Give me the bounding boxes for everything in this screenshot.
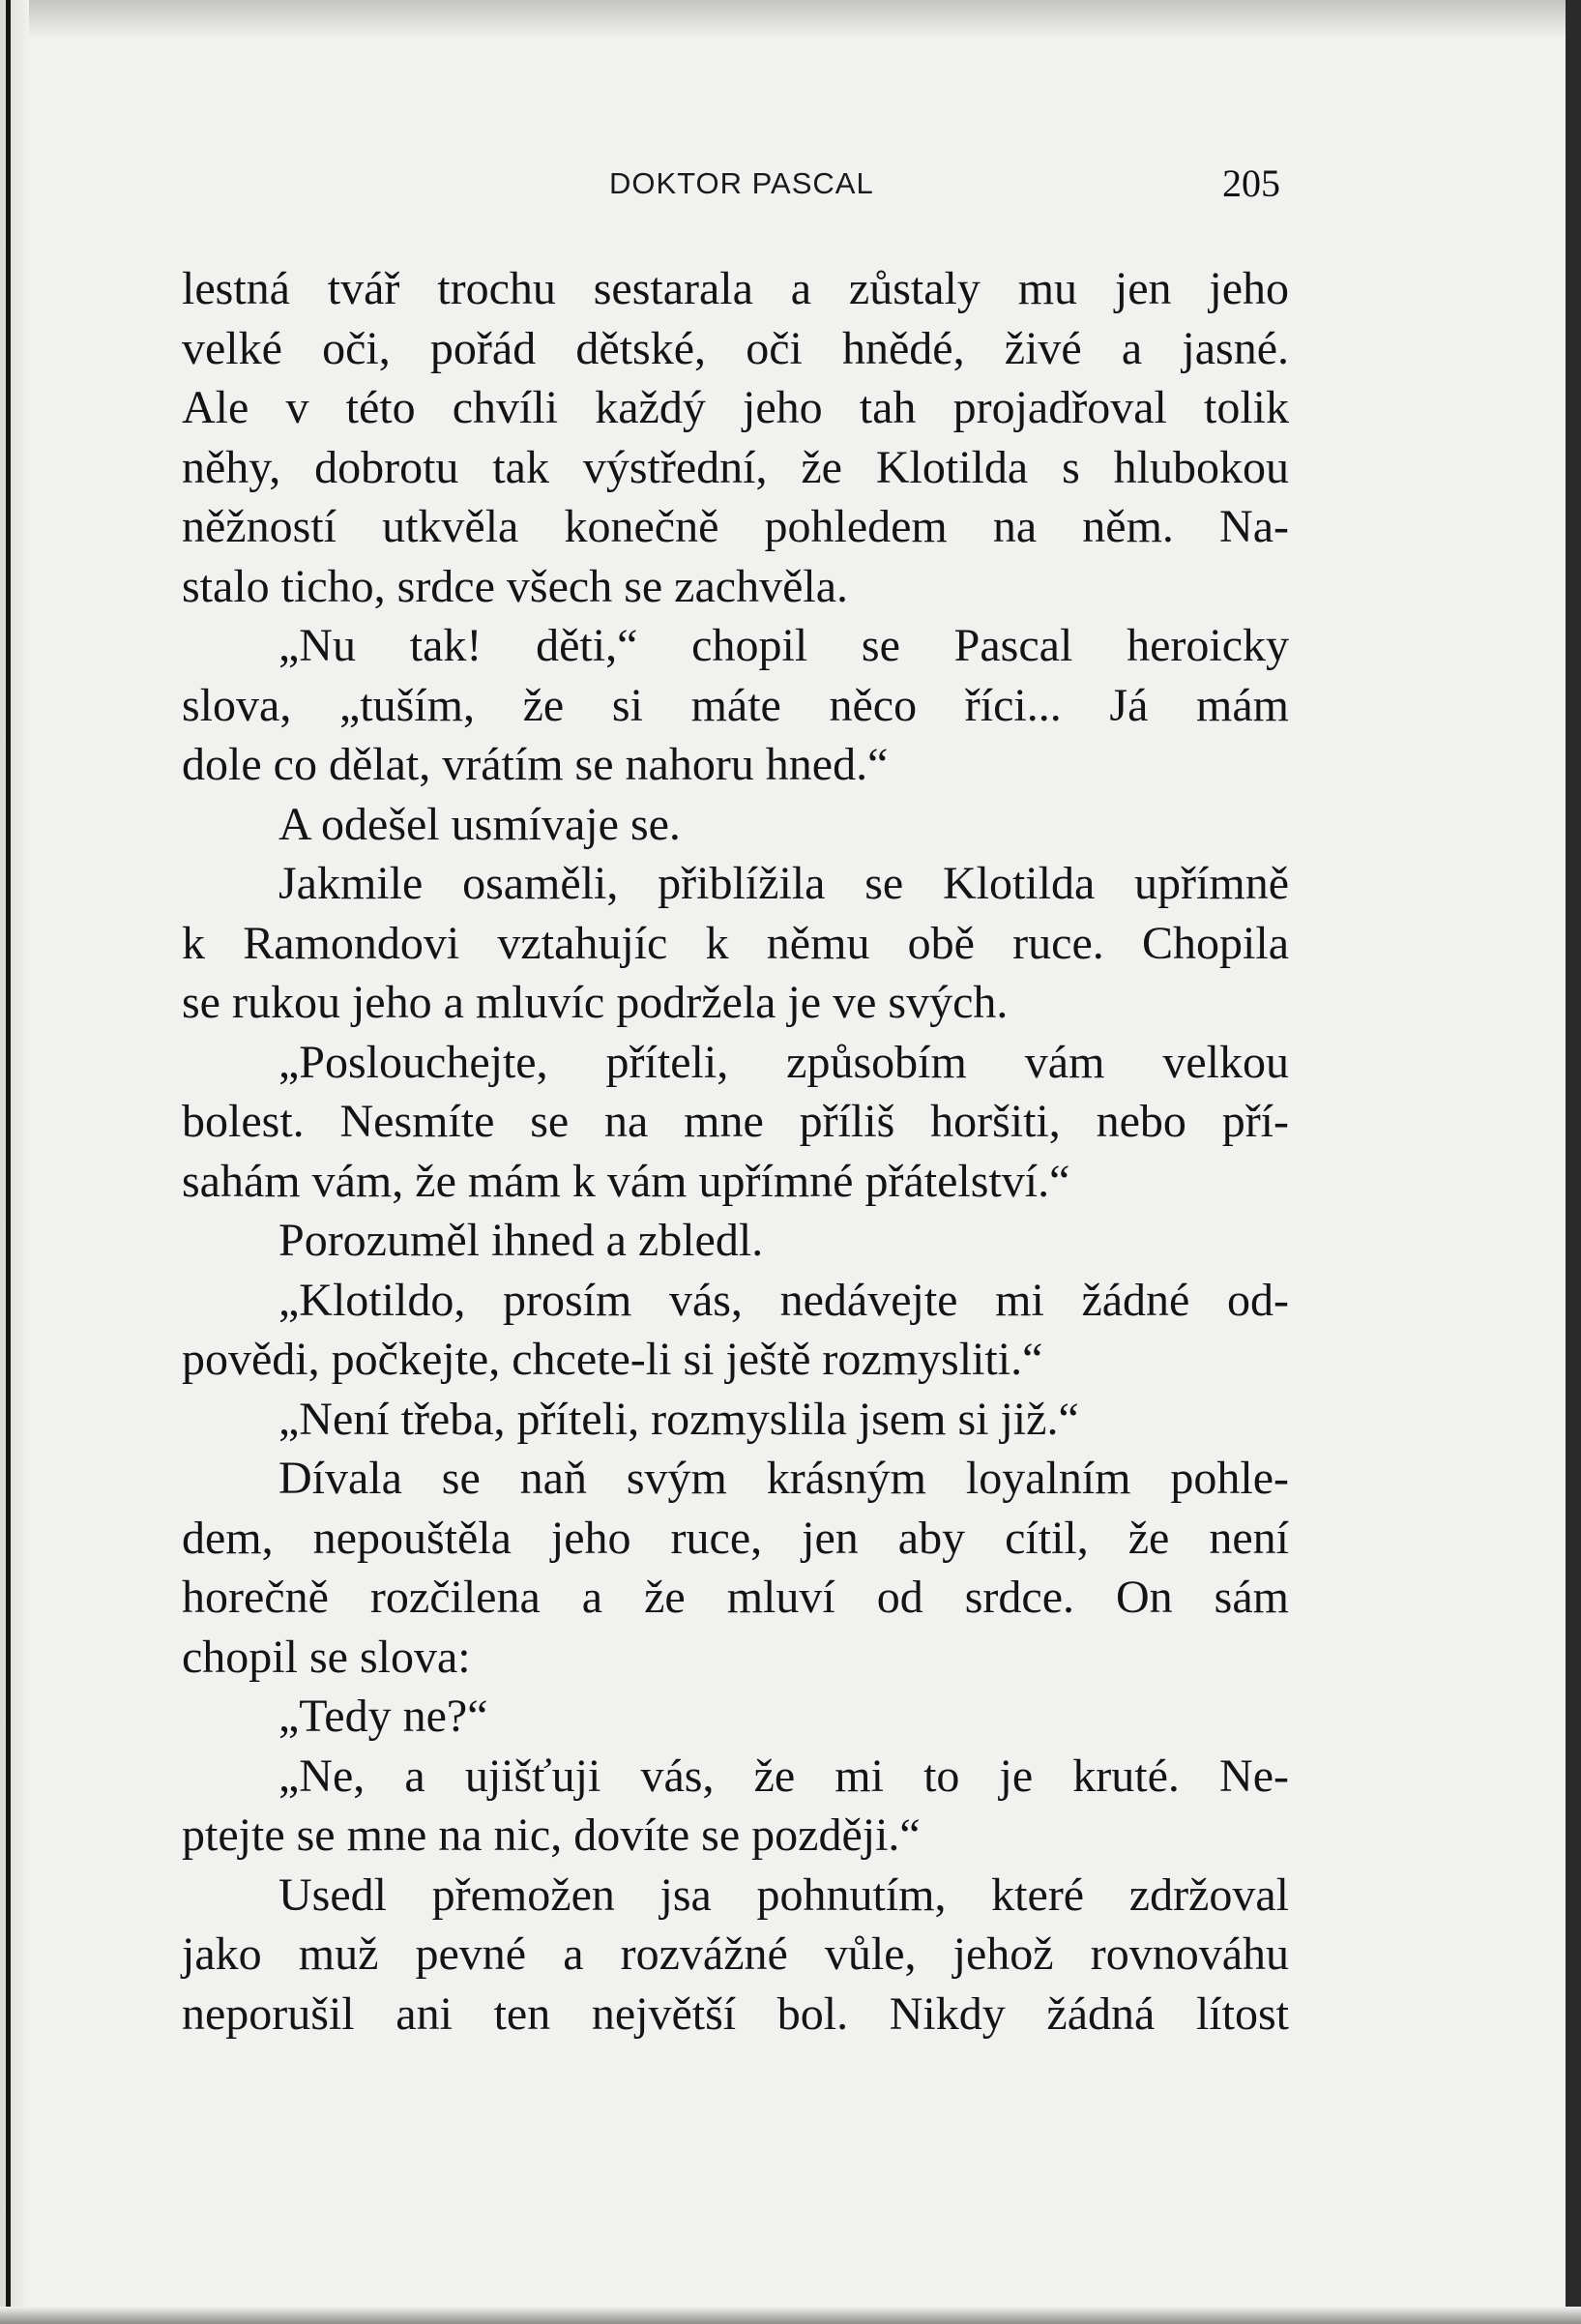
text-line: horečně rozčilena a že mluví od srdce. On sám xyxy=(182,1572,1289,1623)
text-line: Jakmile osaměli, přiblížila se Klotilda upřímně xyxy=(278,858,1289,909)
text-line: „Nu tak! děti,“ chopil se Pascal heroicky xyxy=(278,620,1289,671)
text-line: Dívala se naň svým krásným loyalním pohle- xyxy=(278,1453,1289,1504)
text-line: A odešel usmívaje se. xyxy=(278,798,681,850)
running-title: DOKTOR PASCAL xyxy=(609,166,874,200)
text-line: se rukou jeho a mluvíc podržela je ve svých. xyxy=(182,977,1009,1028)
text-line: Ale v této chvíli každý jeho tah projadřoval tolik xyxy=(182,382,1289,433)
page-gutter-shadow xyxy=(0,0,29,2324)
text-line: dole co dělat, vrátím se nahoru hned.“ xyxy=(182,739,889,790)
text-line: „Ne, a ujišťuji vás, že mi to je kruté. Ne- xyxy=(278,1750,1289,1802)
page-top-shadow xyxy=(0,0,1581,39)
text-line: „Tedy ne?“ xyxy=(278,1691,488,1742)
text-line: „Není třeba, příteli, rozmyslila jsem si již.“ xyxy=(278,1393,1079,1445)
text-line: chopil se slova: xyxy=(182,1631,471,1683)
text-line: dem, nepouštěla jeho ruce, jen aby cítil, že není xyxy=(182,1512,1289,1564)
page-number: 205 xyxy=(1222,162,1280,205)
text-line: stalo ticho, srdce všech se zachvěla. xyxy=(182,560,849,612)
text-line: lestná tvář trochu sestarala a zůstaly mu jen jeho xyxy=(182,263,1289,314)
body-text xyxy=(182,259,1289,2044)
text-line: něžností utkvěla konečně pohledem na něm. Na- xyxy=(182,501,1289,552)
text-line: velké oči, pořád dětské, oči hnědé, živé a jasné. xyxy=(182,322,1289,374)
page-bottom-shadow xyxy=(0,2307,1581,2324)
text-line: povědi, počkejte, chcete-li si ještě rozmysliti.“ xyxy=(182,1334,1043,1385)
text-line: ptejte se mne na nic, dovíte se později.“ xyxy=(182,1809,921,1861)
text-line: jako muž pevné a rozvážné vůle, jehož rovnováhu xyxy=(182,1928,1289,1980)
text-line: k Ramondovi vztahujíc k němu obě ruce. Chopila xyxy=(182,917,1289,969)
text-line: bolest. Nesmíte se na mne příliš horšiti, nebo pří- xyxy=(182,1096,1289,1147)
text-line: „Poslouchejte, příteli, způsobím vám velkou xyxy=(278,1036,1289,1088)
page-right-edge xyxy=(1566,0,1581,2324)
binding-edge xyxy=(6,0,11,2324)
text-line: Porozuměl ihned a zbledl. xyxy=(278,1215,764,1266)
text-line: Usedl přemožen jsa pohnutím, které zdržoval xyxy=(278,1868,1289,1921)
text-line: sahám vám, že mám k vám upřímné přátelství.“ xyxy=(182,1155,1070,1207)
text-line: něhy, dobrotu tak výstřední, že Klotilda s hlubokou xyxy=(182,441,1289,493)
text-line: slova, „tuším, že si máte něco říci... Já mám xyxy=(182,679,1289,731)
text-line: neporušil ani ten největší bol. Nikdy žádná lítost xyxy=(182,1987,1289,2040)
text-line: „Klotildo, prosím vás, nedávejte mi žádné od- xyxy=(278,1274,1289,1326)
